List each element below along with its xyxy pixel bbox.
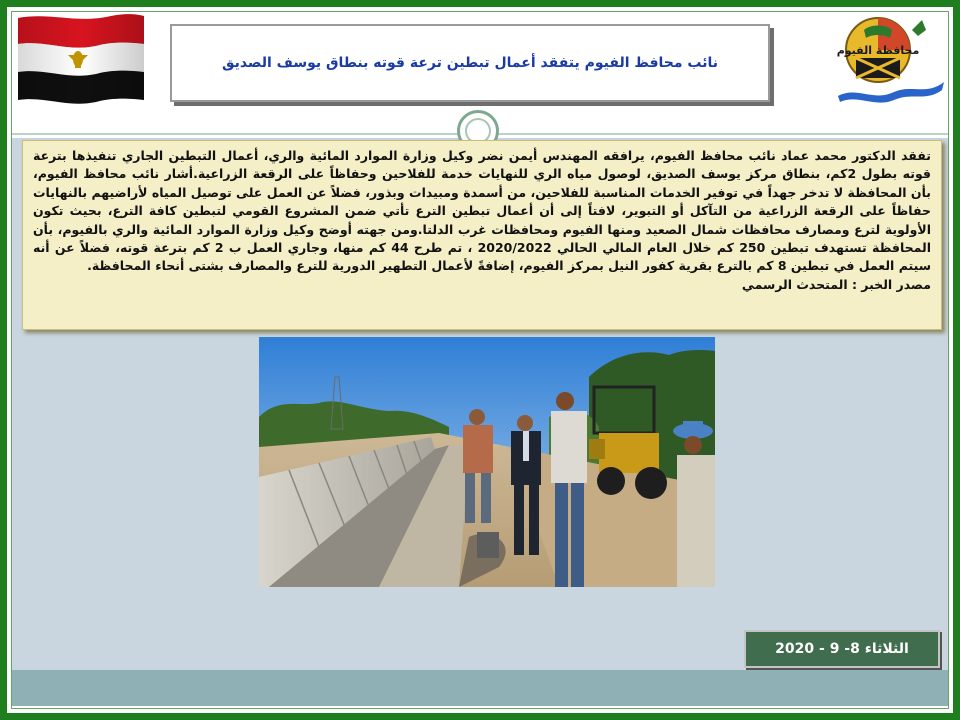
logo-text: محافظة الفيوم (836, 44, 920, 57)
article-box (22, 140, 942, 330)
bottom-strip (12, 670, 948, 706)
headline-text: نائب محافظ الفيوم يتفقد أعمال تبطين ترعة قوته بنطاق يوسف الصديق (221, 55, 719, 71)
headline-box (170, 24, 770, 102)
date-box (744, 630, 940, 668)
date-text: الثلاثاء 8- 9 - 2020 (775, 641, 909, 657)
article-body: تفقد الدكتور محمد عماد نائب محافظ الفيوم، يرافقه المهندس أيمن نضر وكيل وزارة الموارد المائية والري، أعمال التبطين الجاري تنفيذها بترعة قوته بطول 2كم، بنطاق مركز يوسف الصديق، لوصول مياه الري للنهايات خدمة للفلاحين وحفاظاً على الرقعة الزراعية.أشار نائب محافظ الفيوم، بأن المحافظة لا تدخر جهداً في توفير الخدمات المناسبة للفلاحين، من أسمدة ومبيدات وبذور، فضلاً عن العمل على توصيل المياه لأراضيهم بالنهايات حفاظاً على الرقعة الزراعية من التآكل أو التبوير، لافتاً إلى أن أعمال تبطين الترع تأتي ضمن المشروع القومي لتبطين كافة الترع، بحيث تكون الأولوية لترع ومصارف محافظات شمال الصعيد ومنها الفيوم ومحافظات غرب الدلتا.ومن جهته أوضح وكيل وزارة الموارد المائية والري بالفيوم، بأن المحافظة تستهدف تبطين 250 كم خلال العام المالي الحالي 2020/2022 ، تم طرح 44 كم منها، وجاري العمل ب 2 كم بترعة قوته، فضلاً عن أنه سيتم العمل في تبطين 8 كم بالترع بقرية كفور النيل بمركز الفيوم، إضافةً لأعمال التطهير الدورية للترع والمصارف بشتى أنحاء المحافظة. (33, 148, 931, 274)
fayoum-governorate-logo (834, 10, 946, 106)
egypt-flag-icon (16, 12, 146, 104)
article-source: مصدر الخبر : المتحدث الرسمي (741, 276, 931, 292)
canal-inspection-photo (259, 337, 715, 587)
